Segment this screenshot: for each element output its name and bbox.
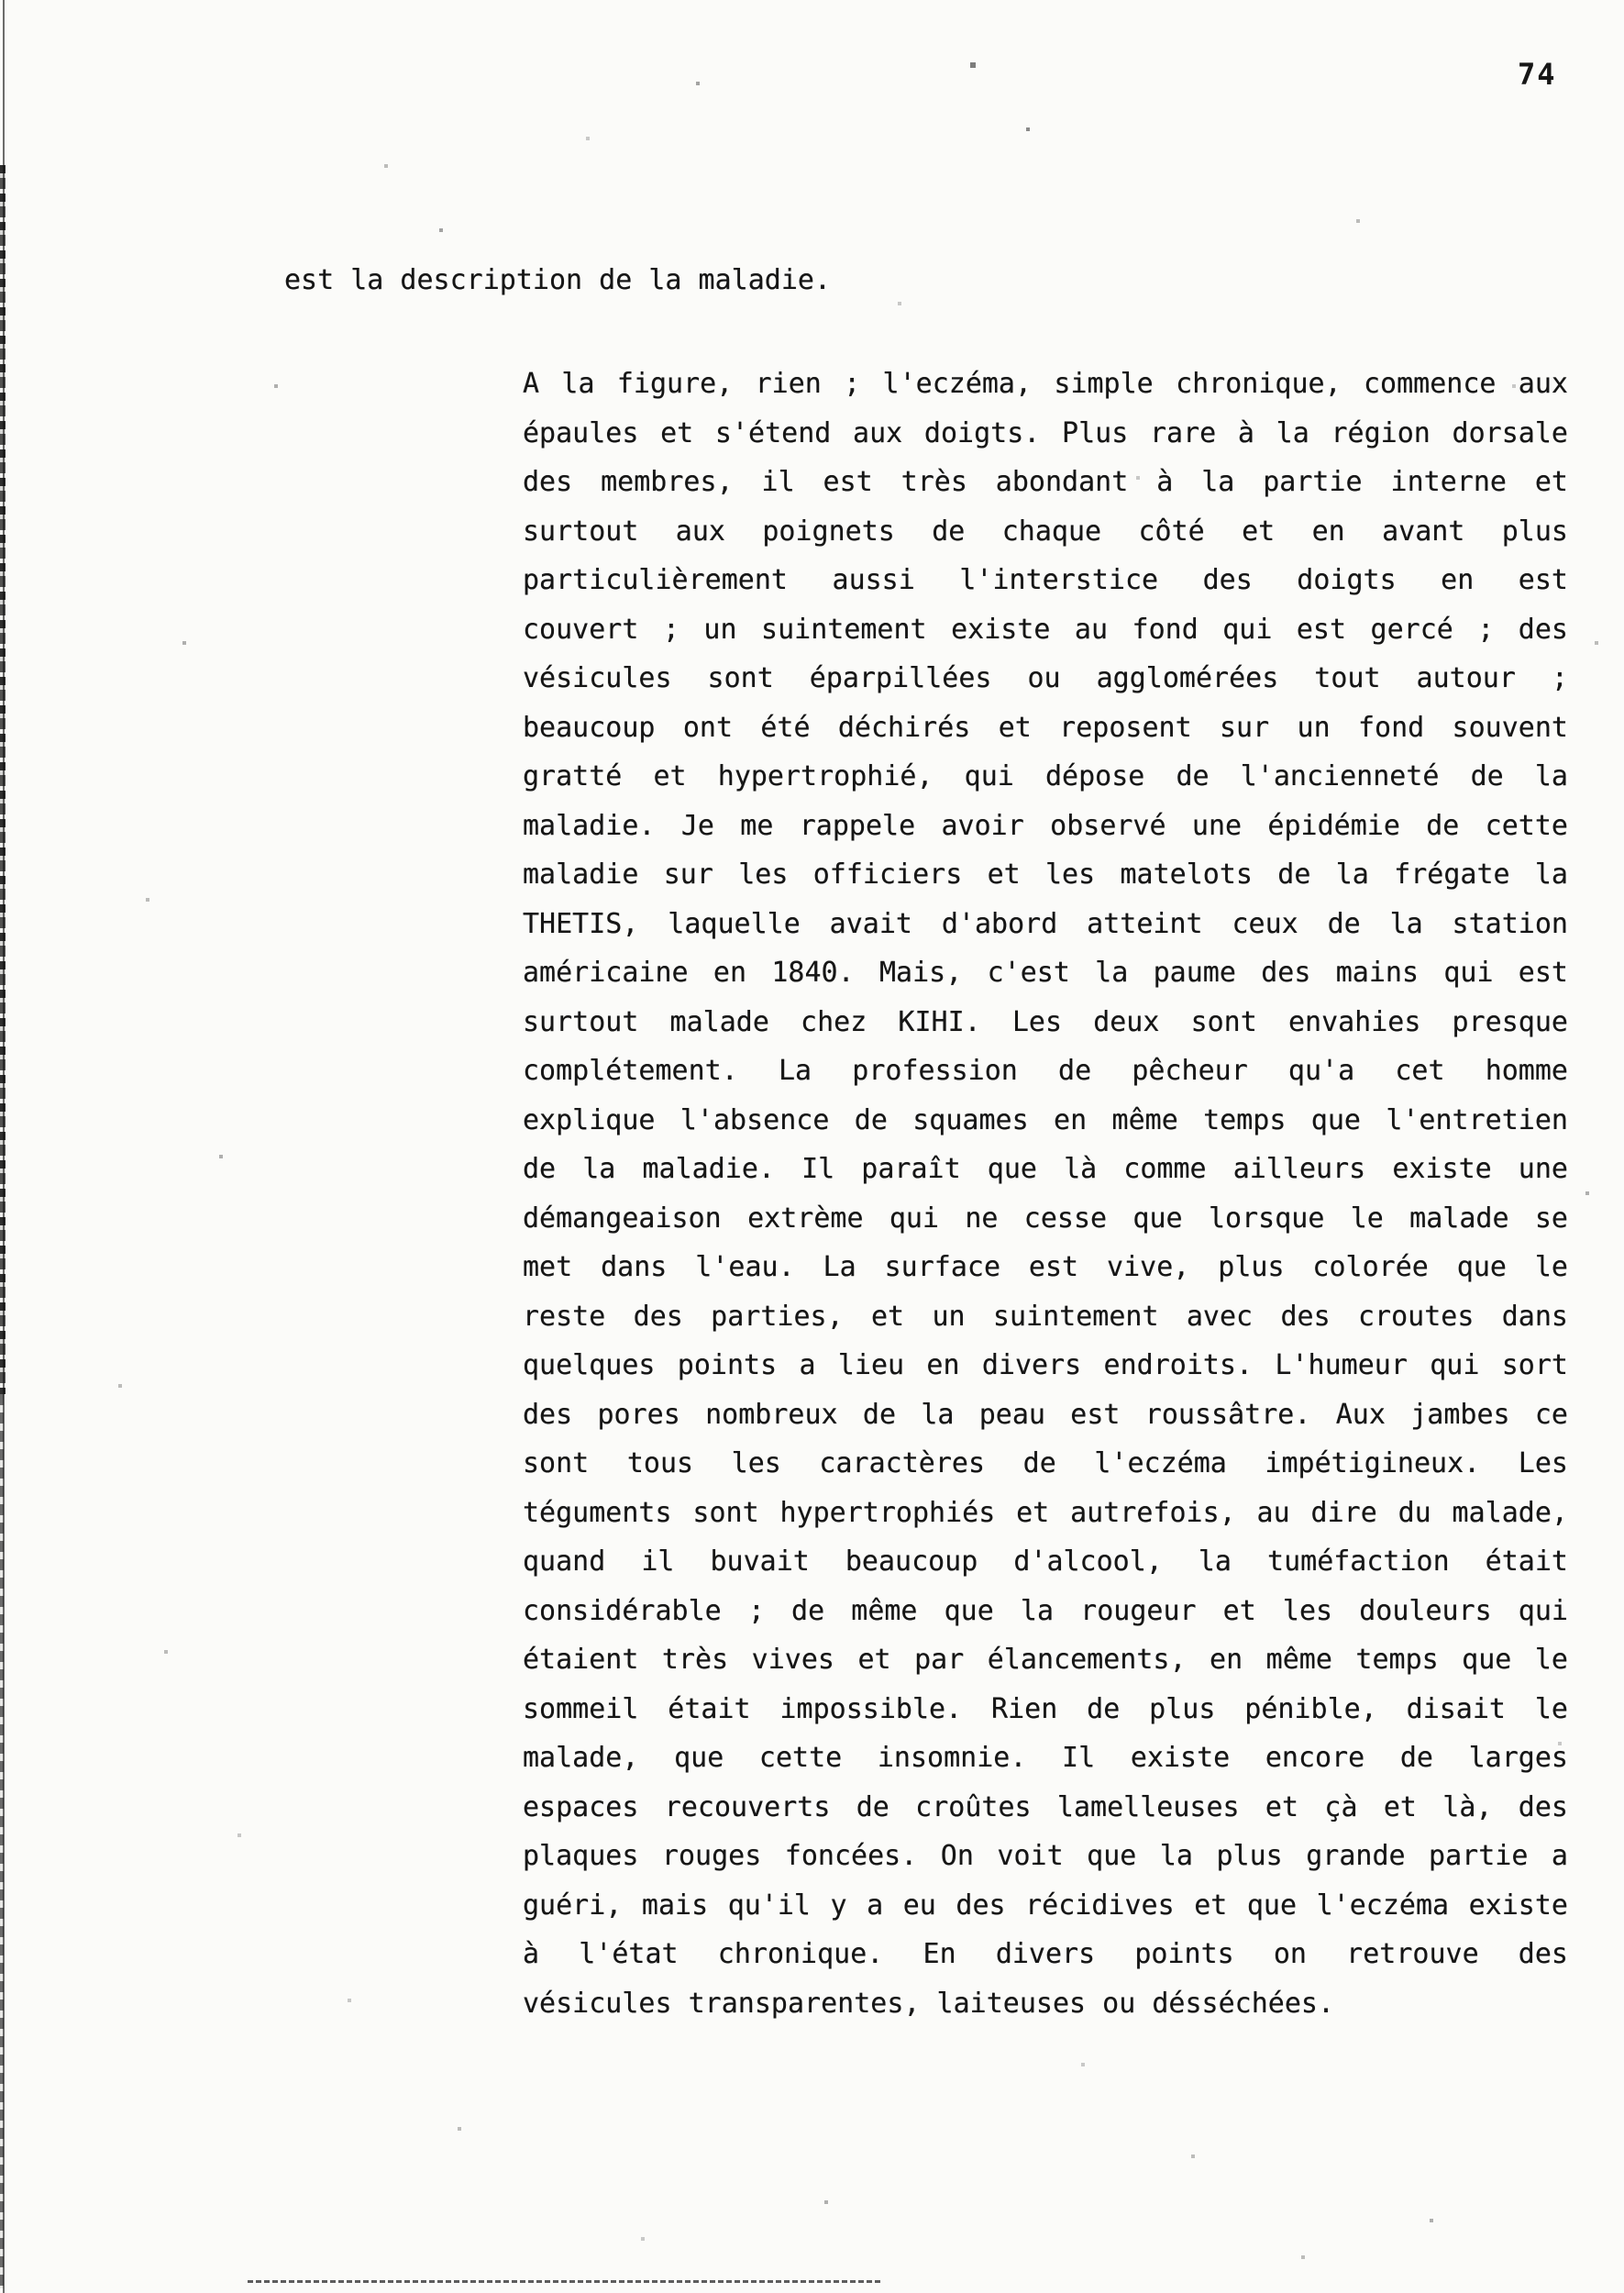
paragraph-line: explique l'absence de squames en même temps que l'entretien (523, 1103, 1568, 1136)
paragraph-line: maladie sur les officiers et les matelots de la frégate la (523, 858, 1568, 891)
paragraph-line: des membres, il est très abondant à la partie interne et (523, 466, 1568, 498)
paragraph-line: américaine en 1840. Mais, c'est la paume des mains qui est (523, 957, 1568, 989)
paragraph-line: à l'état chronique. En divers points on retrouve des (523, 1938, 1568, 1970)
scan-left-edge-artifact (0, 165, 6, 1394)
paragraph-line: étaient très vives et par élancements, en même temps que le (523, 1644, 1568, 1676)
paragraph-line: épaules et s'étend aux doigts. Plus rare à la région dorsale (523, 416, 1568, 449)
paragraph-line: guéri, mais qu'il y a eu des récidives et que l'eczéma existe (523, 1889, 1568, 1922)
scan-bottom-artifact (248, 2280, 880, 2283)
paragraph-line: beaucoup ont été déchirés et reposent sur un fond souvent (523, 711, 1568, 744)
paragraph-line: sommeil était impossible. Rien de plus pénible, disait le (523, 1692, 1568, 1725)
scan-left-edge-artifact-lower (0, 1394, 4, 2288)
paragraph-line: surtout aux poignets de chaque côté et en avant plus (523, 515, 1568, 548)
paragraph-line: maladie. Je me rappele avoir observé une épidémie de cette (523, 809, 1568, 842)
scan-noise-speckles (0, 0, 2, 2)
paragraph-line: A la figure, rien ; l'eczéma, simple chronique, commence aux (523, 368, 1568, 400)
paragraph-line: sont tous les caractères de l'eczéma impétigineux. Les (523, 1447, 1568, 1479)
paragraph-line: plaques rouges foncées. On voit que la plus grande partie a (523, 1840, 1568, 1872)
paragraph-line: espaces recouverts de croûtes lamelleuses et çà et là, des (523, 1790, 1568, 1823)
paragraph-line: téguments sont hypertrophiés et autrefois, au dire du malade, (523, 1496, 1568, 1529)
body-paragraph (523, 360, 1568, 2028)
page-number: 74 (1518, 57, 1557, 92)
paragraph-line: couvert ; un suintement existe au fond qui est gercé ; des (523, 613, 1568, 646)
paragraph-line: démangeaison extrème qui ne cesse que lorsque le malade se (523, 1202, 1568, 1235)
paragraph-line: quand il buvait beaucoup d'alcool, la tuméfaction était (523, 1545, 1568, 1578)
paragraph-line: gratté et hypertrophié, qui dépose de l'ancienneté de la (523, 760, 1568, 792)
paragraph-line: vésicules sont éparpillées ou agglomérées tout autour ; (523, 662, 1568, 694)
intro-line: est la description de la maladie. (284, 264, 832, 296)
paragraph-line: quelques points a lieu en divers endroits. L'humeur qui sort (523, 1349, 1568, 1381)
paragraph-line: des pores nombreux de la peau est roussâtre. Aux jambes ce (523, 1398, 1568, 1431)
paragraph-line: surtout malade chez KIHI. Les deux sont envahies presque (523, 1005, 1568, 1038)
paragraph-line: complétement. La profession de pêcheur qu'a cet homme (523, 1055, 1568, 1087)
paragraph-line: de la maladie. Il paraît que là comme ailleurs existe une (523, 1153, 1568, 1185)
paragraph-line: vésicules transparentes, laiteuses ou désséchées. (523, 1987, 1335, 2020)
paragraph-line: reste des parties, et un suintement avec des croutes dans (523, 1300, 1568, 1333)
paragraph-line: THETIS, laquelle avait d'abord atteint ceux de la station (523, 907, 1568, 940)
paragraph-line: malade, que cette insomnie. Il existe encore de larges (523, 1742, 1568, 1774)
paragraph-line: met dans l'eau. La surface est vive, plus colorée que le (523, 1251, 1568, 1283)
paragraph-line: considérable ; de même que la rougeur et les douleurs qui (523, 1594, 1568, 1627)
paragraph-line: particulièrement aussi l'interstice des doigts en est (523, 564, 1568, 596)
